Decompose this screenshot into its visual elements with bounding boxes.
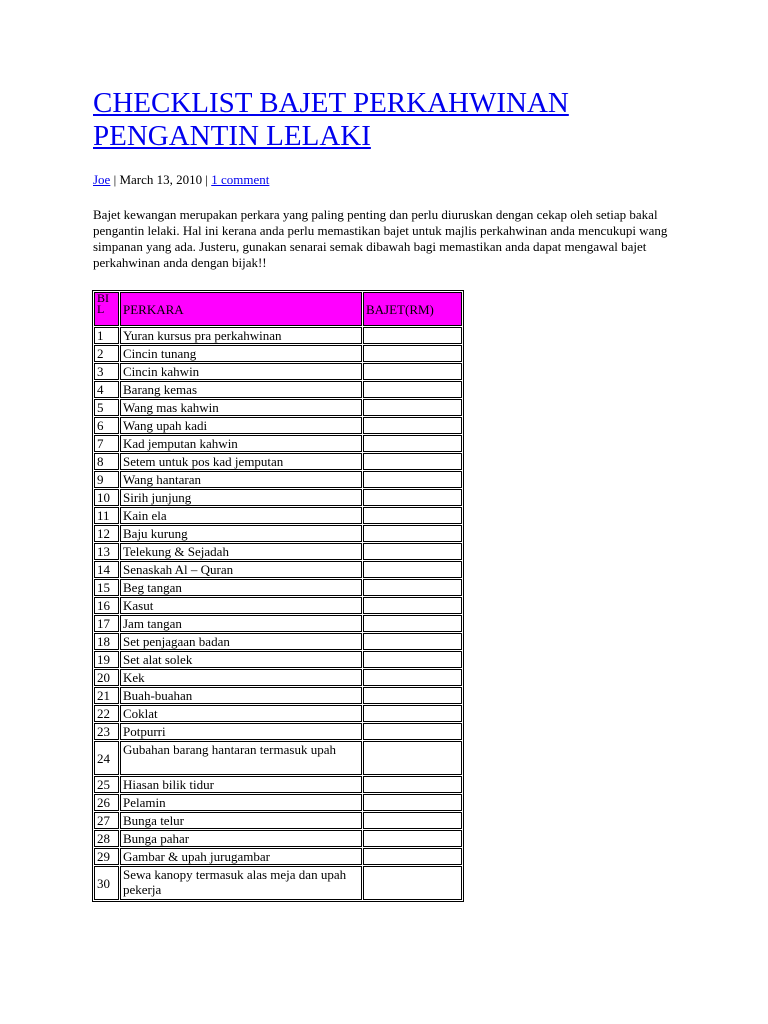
table-row	[94, 561, 462, 578]
table-row	[94, 381, 462, 398]
row-budget	[363, 741, 462, 775]
row-number: 6	[94, 417, 119, 434]
row-item: Yuran kursus pra perkahwinan	[120, 327, 362, 344]
table-row	[94, 687, 462, 704]
table-row	[94, 435, 462, 452]
table-row	[94, 866, 462, 900]
row-budget	[363, 866, 462, 900]
row-number: 27	[94, 812, 119, 829]
row-budget	[363, 525, 462, 542]
row-number: 2	[94, 345, 119, 362]
row-budget	[363, 830, 462, 847]
row-budget	[363, 489, 462, 506]
row-budget	[363, 651, 462, 668]
row-budget	[363, 579, 462, 596]
row-item: Kain ela	[120, 507, 362, 524]
row-number: 29	[94, 848, 119, 865]
row-item: Baju kurung	[120, 525, 362, 542]
table-row	[94, 633, 462, 650]
author-link[interactable]: Joe	[93, 172, 111, 187]
row-budget	[363, 687, 462, 704]
row-number: 23	[94, 723, 119, 740]
row-number: 5	[94, 399, 119, 416]
row-number: 16	[94, 597, 119, 614]
row-number: 1	[94, 327, 119, 344]
row-item: Cincin tunang	[120, 345, 362, 362]
row-budget	[363, 345, 462, 362]
row-number: 19	[94, 651, 119, 668]
row-budget	[363, 381, 462, 398]
row-number: 20	[94, 669, 119, 686]
row-item: Buah-buahan	[120, 687, 362, 704]
table-row	[94, 579, 462, 596]
row-budget	[363, 561, 462, 578]
row-item: Wang mas kahwin	[120, 399, 362, 416]
row-number: 8	[94, 453, 119, 470]
row-budget	[363, 471, 462, 488]
table-row	[94, 669, 462, 686]
table-row	[94, 345, 462, 362]
row-budget	[363, 723, 462, 740]
row-budget	[363, 417, 462, 434]
table-row	[94, 489, 462, 506]
row-budget	[363, 543, 462, 560]
row-number: 9	[94, 471, 119, 488]
table-row	[94, 651, 462, 668]
header-bajet: BAJET(RM)	[363, 292, 462, 326]
row-number: 25	[94, 776, 119, 793]
table-row	[94, 363, 462, 380]
table-row	[94, 597, 462, 614]
row-number: 14	[94, 561, 119, 578]
post-title-link[interactable]: CHECKLIST BAJET PERKAHWINAN PENGANTIN LELAKI	[93, 87, 569, 152]
row-item: Barang kemas	[120, 381, 362, 398]
row-budget	[363, 812, 462, 829]
row-budget	[363, 453, 462, 470]
row-item: Sirih junjung	[120, 489, 362, 506]
table-row	[94, 525, 462, 542]
row-item: Gubahan barang hantaran termasuk upah	[120, 741, 362, 775]
table-row	[94, 776, 462, 793]
row-budget	[363, 848, 462, 865]
row-number: 10	[94, 489, 119, 506]
table-row	[94, 399, 462, 416]
intro-paragraph: Bajet kewangan merupakan perkara yang paling penting dan perlu diuruskan dengan cekap oleh setiap bakal pengantin lelaki. Hal ini kerana anda perlu memastikan bajet untuk majlis perkahwinan anda mencukupi wang simpanan yang ada. Justeru, gunakan senarai semak dibawah bagi memastikan anda dapat mengawal bajet perkahwinan anda dengan bijak!!	[93, 207, 668, 270]
table-row	[94, 705, 462, 722]
table-row	[94, 741, 462, 775]
table-row	[94, 723, 462, 740]
row-item: Senaskah Al – Quran	[120, 561, 362, 578]
comments-link[interactable]: 1 comment	[211, 172, 270, 187]
table-row	[94, 417, 462, 434]
row-budget	[363, 597, 462, 614]
row-budget	[363, 776, 462, 793]
row-item: Sewa kanopy termasuk alas meja dan upah pekerja	[120, 866, 362, 900]
row-item: Telekung & Sejadah	[120, 543, 362, 560]
row-item: Set penjagaan badan	[120, 633, 362, 650]
row-number: 15	[94, 579, 119, 596]
row-number: 24	[94, 741, 119, 775]
row-number: 28	[94, 830, 119, 847]
budget-checklist-table	[92, 290, 464, 902]
row-budget	[363, 794, 462, 811]
row-item: Gambar & upah jurugambar	[120, 848, 362, 865]
row-item: Kasut	[120, 597, 362, 614]
table-row	[94, 507, 462, 524]
row-number: 12	[94, 525, 119, 542]
row-item: Beg tangan	[120, 579, 362, 596]
row-budget	[363, 435, 462, 452]
row-item: Jam tangan	[120, 615, 362, 632]
row-item: Coklat	[120, 705, 362, 722]
row-item: Wang hantaran	[120, 471, 362, 488]
row-number: 21	[94, 687, 119, 704]
table-row	[94, 471, 462, 488]
header-perkara: PERKARA	[120, 292, 362, 326]
row-item: Wang upah kadi	[120, 417, 362, 434]
row-item: Set alat solek	[120, 651, 362, 668]
row-budget	[363, 669, 462, 686]
table-row	[94, 453, 462, 470]
row-item: Cincin kahwin	[120, 363, 362, 380]
row-number: 3	[94, 363, 119, 380]
row-number: 7	[94, 435, 119, 452]
row-budget	[363, 615, 462, 632]
row-item: Pelamin	[120, 794, 362, 811]
row-budget	[363, 399, 462, 416]
row-number: 13	[94, 543, 119, 560]
table-header-row	[94, 292, 462, 326]
row-number: 11	[94, 507, 119, 524]
row-item: Potpurri	[120, 723, 362, 740]
row-item: Kad jemputan kahwin	[120, 435, 362, 452]
row-number: 18	[94, 633, 119, 650]
row-budget	[363, 705, 462, 722]
row-budget	[363, 363, 462, 380]
header-bil: BIL	[94, 292, 119, 326]
table-row	[94, 327, 462, 344]
row-number: 4	[94, 381, 119, 398]
row-number: 17	[94, 615, 119, 632]
table-row	[94, 615, 462, 632]
table-row	[94, 794, 462, 811]
table-row	[94, 830, 462, 847]
row-item: Bunga telur	[120, 812, 362, 829]
row-number: 22	[94, 705, 119, 722]
table-row	[94, 543, 462, 560]
post-date: | March 13, 2010 |	[110, 172, 212, 187]
row-item: Kek	[120, 669, 362, 686]
row-number: 26	[94, 794, 119, 811]
table-row	[94, 848, 462, 865]
row-item: Hiasan bilik tidur	[120, 776, 362, 793]
row-item: Setem untuk pos kad jemputan	[120, 453, 362, 470]
table-row	[94, 812, 462, 829]
row-number: 30	[94, 866, 119, 900]
row-budget	[363, 327, 462, 344]
row-item: Bunga pahar	[120, 830, 362, 847]
post-meta	[93, 172, 269, 188]
row-budget	[363, 507, 462, 524]
row-budget	[363, 633, 462, 650]
